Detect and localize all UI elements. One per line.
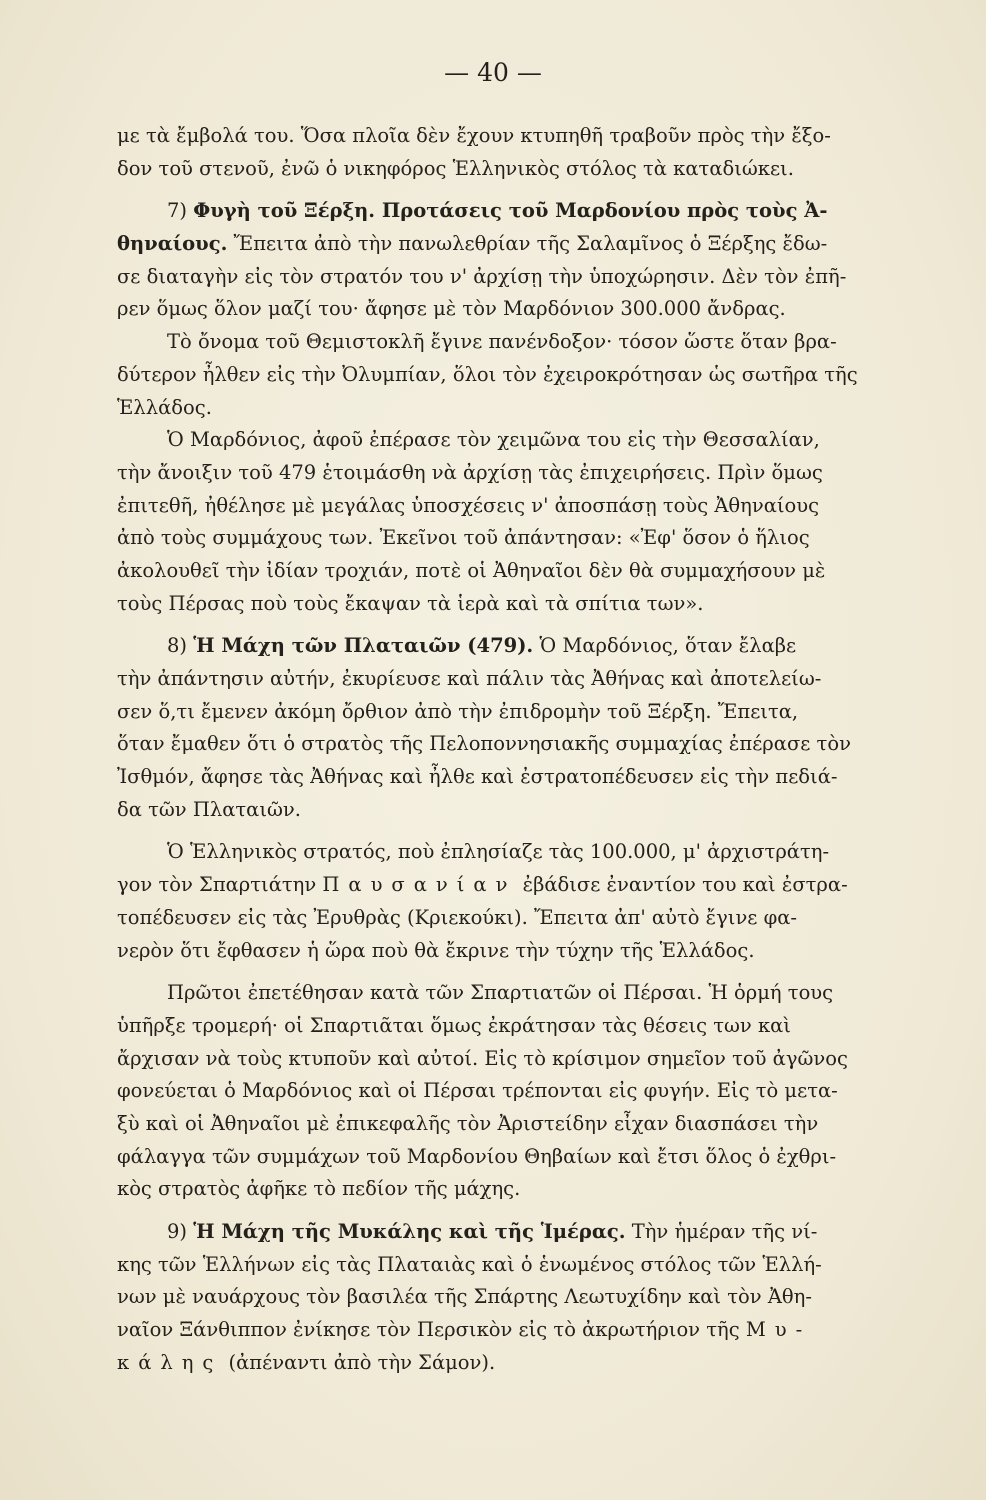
text-line bbox=[117, 1108, 937, 1141]
text-line bbox=[117, 1249, 937, 1282]
text-segment: ἄρχισαν νὰ τοὺς κτυποῦν καὶ αὐτοί. Εἰς τὸ κρίσιμον σημεῖον τοῦ ἀγῶνος bbox=[117, 1046, 848, 1070]
text-segment: ξὺ καὶ οἱ Ἀθηναῖοι μὲ ἐπικεφαλῆς τὸν Ἀριστείδην εἶχαν διασπάσει τὴν bbox=[117, 1111, 819, 1135]
text-line bbox=[117, 902, 937, 935]
text-line bbox=[117, 195, 937, 228]
text-segment: σε διαταγὴν εἰς τὸν στρατόν του ν' ἀρχίσῃ τὴν ὑποχώρησιν. Δὲν τὸν ἐπῆ- bbox=[117, 264, 847, 288]
text-line bbox=[117, 261, 937, 294]
section-number: 9) bbox=[167, 1220, 194, 1243]
paragraph-gap bbox=[117, 185, 937, 195]
text-segment: Ὁ Ἑλληνικὸς στρατός, ποὺ ἐπλησίαζε τὰς 100.000, μ' ἀρχιστράτη- bbox=[167, 840, 830, 864]
text-segment: ἀκολουθεῖ τὴν ἰδίαν τροχιάν, ποτὲ οἱ Ἀθηναῖοι δὲν θὰ συμμαχήσουν μὲ bbox=[117, 558, 826, 582]
text-line bbox=[117, 153, 937, 186]
text-segment: Ὁ Μαρδόνιος, ἀφοῦ ἐπέρασε τὸν χειμῶνα του εἰς τὴν Θεσσαλίαν, bbox=[167, 428, 820, 452]
text-segment: Ἑλλάδος. bbox=[117, 395, 212, 419]
text-line bbox=[117, 326, 937, 359]
text-segment: νερὸν ὅτι ἔφθασεν ἡ ὥρα ποὺ θὰ ἔκρινε τὴν τύχην τῆς Ἑλλάδος. bbox=[117, 938, 755, 962]
section-heading: Φυγὴ τοῦ Ξέρξη. Προτάσεις τοῦ Μαρδονίου πρὸς τοὺς Ἀ- bbox=[193, 199, 828, 223]
spaced-name: κάλης bbox=[117, 1350, 223, 1374]
text-line bbox=[117, 977, 937, 1010]
text-segment: τὴν ἄνοιξιν τοῦ 479 ἑτοιμάσθη νὰ ἀρχίσῃ τὰς ἐπιχειρήσεις. Πρὶν ὅμως bbox=[117, 460, 823, 484]
text-line bbox=[117, 1141, 937, 1174]
text-line bbox=[117, 120, 937, 153]
text-line bbox=[117, 836, 937, 869]
text-segment: Ὁ Μαρδόνιος, ὅταν ἔλαβε bbox=[533, 634, 797, 658]
paragraph-gap bbox=[117, 967, 937, 977]
text-line bbox=[117, 1314, 937, 1347]
text-line bbox=[117, 588, 937, 621]
text-segment: φάλαγγα τῶν συμμάχων τοῦ Μαρδονίου Θηβαίων καὶ ἔτσι ὅλος ὁ ἐχθρι- bbox=[117, 1144, 837, 1168]
text-segment: ναῖον Ξάνθιππον ἐνίκησε τὸν Περσικὸν εἰς τὸ ἀκρωτήριον τῆς bbox=[117, 1318, 746, 1342]
text-line bbox=[117, 522, 937, 555]
text-line bbox=[117, 869, 937, 902]
paragraph-gap bbox=[117, 826, 937, 836]
text-line bbox=[117, 359, 937, 392]
spaced-name: Παυσανίαν bbox=[322, 873, 517, 897]
section-heading: θηναίους. bbox=[117, 232, 228, 256]
text-line bbox=[117, 728, 937, 761]
text-line bbox=[117, 1173, 937, 1206]
paragraph-gap bbox=[117, 1206, 937, 1216]
text-line bbox=[117, 490, 937, 523]
text-segment: ὅταν ἔμαθεν ὅτι ὁ στρατὸς τῆς Πελοποννησιακῆς συμμαχίας ἐπέρασε τὸν bbox=[117, 732, 851, 756]
section-number: 8) bbox=[167, 634, 194, 658]
text-line bbox=[117, 663, 937, 696]
text-segment: δα τῶν Πλαταιῶν. bbox=[117, 797, 301, 821]
text-line bbox=[117, 424, 937, 457]
text-line bbox=[117, 1010, 937, 1043]
text-segment: φονεύεται ὁ Μαρδόνιος καὶ οἱ Πέρσαι τρέπονται εἰς φυγήν. Εἰς τὸ μετα- bbox=[117, 1079, 838, 1103]
text-line bbox=[117, 1216, 937, 1249]
text-segment: δύτερον ἦλθεν εἰς τὴν Ὀλυμπίαν, ὅλοι τὸν ἐχειροκρότησαν ὡς σωτῆρα τῆς bbox=[117, 362, 858, 386]
text-line bbox=[117, 1347, 937, 1380]
text-segment: ρεν ὅμως ὅλον μαζί του· ἄφησε μὲ τὸν Μαρδόνιον 300.000 ἄνδρας. bbox=[117, 297, 786, 321]
text-segment: τοπέδευσεν εἰς τὰς Ἐρυθρὰς (Κριεκούκι). Ἔπειτα ἀπ' αὐτὸ ἔγινε φα- bbox=[117, 905, 798, 929]
text-segment: (ἀπέναντι ἀπὸ τὴν Σάμον). bbox=[222, 1350, 496, 1374]
text-segment: γον τὸν Σπαρτιάτην bbox=[117, 873, 323, 897]
text-segment: ἐπιτεθῆ, ἠθέλησε μὲ μεγάλας ὑποσχέσεις ν' ἀποσπάσῃ τοὺς Ἀθηναίους bbox=[117, 493, 820, 517]
text-line bbox=[117, 293, 937, 326]
text-segment: Ἔπειτα ἀπὸ τὴν πανωλεθρίαν τῆς Σαλαμῖνος ὁ Ξέρξης ἔδω- bbox=[227, 232, 828, 256]
page-body bbox=[117, 120, 937, 1379]
section-heading: Ἡ Μάχη τῆς Μυκάλης καὶ τῆς Ἱμέρας. bbox=[193, 1220, 626, 1243]
text-line bbox=[117, 228, 937, 261]
text-segment: δον τοῦ στενοῦ, ἐνῶ ὁ νικηφόρος Ἑλληνικὸς στόλος τὰ καταδιώκει. bbox=[117, 156, 794, 180]
text-segment: τοὺς Πέρσας ποὺ τοὺς ἔκαψαν τὰ ἱερὰ καὶ τὰ σπίτια των». bbox=[117, 591, 704, 615]
text-segment: ἀπὸ τοὺς συμμάχους των. Ἐκεῖνοι τοῦ ἀπάντησαν: «Ἐφ' ὅσον ὁ ἥλιος bbox=[117, 526, 810, 550]
text-segment: Πρῶτοι ἐπετέθησαν κατὰ τῶν Σπαρτιατῶν οἱ Πέρσαι. Ἡ ὁρμή τους bbox=[167, 981, 834, 1005]
text-line bbox=[117, 1043, 937, 1076]
text-line bbox=[117, 630, 937, 663]
spaced-name: Μυ- bbox=[745, 1318, 812, 1342]
text-segment: με τὰ ἔμβολά του. Ὅσα πλοῖα δὲν ἔχουν κτυπηθῆ τραβοῦν πρὸς τὴν ἔξο- bbox=[117, 124, 831, 147]
text-segment: κης τῶν Ἑλλήνων εἰς τὰς Πλαταιὰς καὶ ὁ ἑνωμένος στόλος τῶν Ἑλλή- bbox=[117, 1252, 822, 1276]
text-segment: κὸς στρατὸς ἀφῆκε τὸ πεδίον τῆς μάχης. bbox=[117, 1177, 521, 1201]
page-number: — 40 — bbox=[444, 58, 542, 87]
text-segment: ὑπῆρξε τρομερή· οἱ Σπαρτιᾶται ὅμως ἐκράτησαν τὰς θέσεις των καὶ bbox=[117, 1013, 791, 1037]
text-line bbox=[117, 555, 937, 588]
text-segment: Τὸ ὄνομα τοῦ Θεμιστοκλῆ ἔγινε πανένδοξον· τόσον ὥστε ὅταν βρα- bbox=[167, 330, 837, 354]
text-segment: σεν ὅ,τι ἔμενεν ἀκόμη ὄρθιον ἀπὸ τὴν ἐπιδρομὴν τοῦ Ξέρξη. Ἔπειτα, bbox=[117, 699, 799, 723]
text-line bbox=[117, 761, 937, 794]
text-line bbox=[117, 1075, 937, 1108]
text-segment: νων μὲ ναυάρχους τὸν βασιλέα τῆς Σπάρτης Λεωτυχίδην καὶ τὸν Ἀθη- bbox=[117, 1285, 812, 1309]
section-number: 7) bbox=[167, 199, 194, 223]
text-line bbox=[117, 935, 937, 968]
paragraph-gap bbox=[117, 620, 937, 630]
text-line bbox=[117, 392, 937, 425]
text-segment: τὴν ἀπάντησιν αὐτήν, ἐκυρίευσε καὶ πάλιν τὰς Ἀθήνας καὶ ἀποτελείω- bbox=[117, 667, 822, 690]
text-line bbox=[117, 1281, 937, 1314]
text-line bbox=[117, 696, 937, 729]
text-line bbox=[117, 457, 937, 490]
text-line bbox=[117, 794, 937, 827]
text-segment: Τὴν ἡμέραν τῆς νί- bbox=[625, 1220, 818, 1243]
text-segment: Ἰσθμόν, ἄφησε τὰς Ἀθήνας καὶ ἦλθε καὶ ἐστρατοπέδευσεν εἰς τὴν πεδιά- bbox=[117, 765, 838, 789]
section-heading: Ἡ Μάχη τῶν Πλαταιῶν (479). bbox=[193, 634, 534, 658]
text-segment: ἐβάδισε ἐναντίον του καὶ ἐστρα- bbox=[516, 873, 848, 897]
